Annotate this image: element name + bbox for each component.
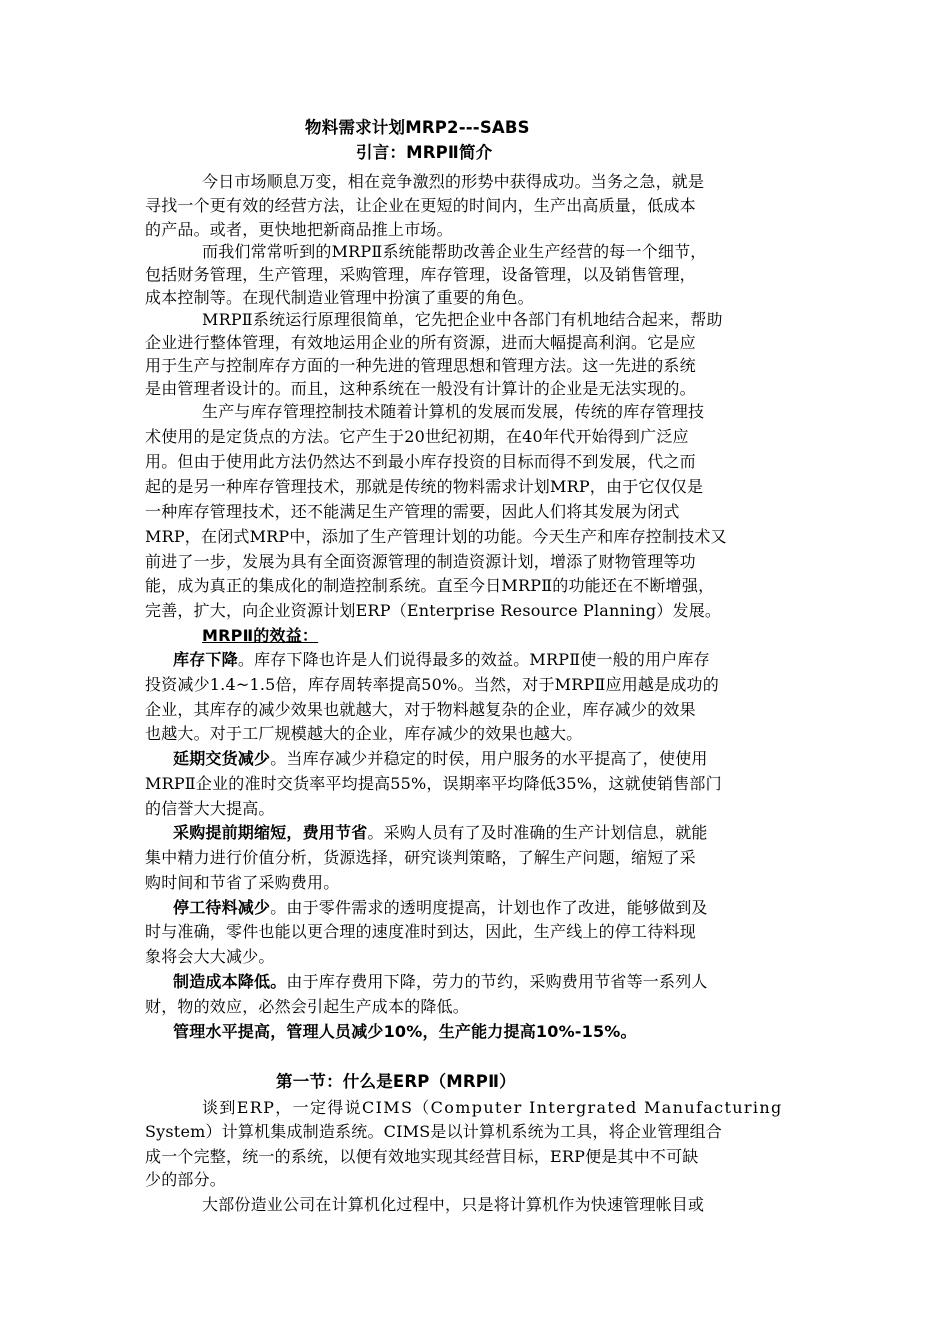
benefit-text: 。当库存减少并稳定的时侯，用户服务的水平提高了，使使用 [270,749,708,768]
paragraph-line: 包括财务管理，生产管理，采购管理，库存管理，设备管理，以及销售管理， [145,265,696,284]
paragraph-line: 能，成为真正的集成化的制造控制系统。直至今日MRPⅡ的功能还在不断增强， [145,576,715,595]
benefit-text: 由于库存费用下降，劳力的节约，采购费用节省等一系列人 [286,972,708,991]
paragraph-line: 大部份造业公司在计算机化过程中，只是将计算机作为快速管理帐目或 [202,1195,705,1214]
benefit-item [173,650,710,670]
paragraph-line: MRP，在闭式MRP中，添加了生产管理计划的功能。今天生产和库存控制技术又 [145,527,727,546]
benefit-text: 。库存下降也许是人们说得最多的效益。MRPⅡ使一般的用户库存 [237,650,710,669]
paragraph-line: 用。但由于使用此方法仍然达不到最小库存投资的目标而得不到发展，代之而 [145,452,696,471]
paragraph-line: 企业进行整体管理，有效地运用企业的所有资源，进而大幅提高利润。它是应 [145,333,696,352]
paragraph-line: 今日市场顺息万变，相在竞争激烈的形势中获得成功。当务之急，就是 [202,172,705,191]
document-title: 物料需求计划MRP2---SABS [305,118,530,137]
paragraph-line: 的产品。或者，更快地把新商品推上市场。 [145,220,453,239]
section-heading: 第一节：什么是ERP（MRPⅡ） [276,1072,516,1091]
benefit-item [173,898,708,918]
paragraph-line: MRPⅡ企业的准时交货率平均提高55%，误期率平均降低35%，这就使销售部门 [145,774,722,793]
benefit-text: 。采购人员有了及时准确的生产计划信息，就能 [367,823,708,842]
paragraph-line: 少的部分。 [145,1170,227,1189]
paragraph-line: 起的是另一种库存管理技术，那就是传统的物料需求计划MRP，由于它仅仅是 [145,477,704,496]
intro-heading: 引言：MRPⅡ简介 [356,143,493,162]
paragraph-line: 集中精力进行价值分析，货源选择，研究谈判策略，了解生产问题，缩短了采 [145,848,696,867]
paragraph-line: 是由管理者设计的。而且，这种系统在一般没有计算计的企业是无法实现的。 [145,379,696,398]
paragraph-line: 投资减少1.4~1.5倍，库存周转率提高50%。当然，对于MRPⅡ应用越是成功的 [145,675,719,694]
paragraph-line: 完善，扩大，向企业资源计划ERP（Enterprise Resource Planning）发展。 [145,601,722,620]
benefit-label: 延期交货减少 [173,749,271,768]
paragraph-line: 术使用的是定货点的方法。它产生于20世纪初期，在40年代开始得到广泛应 [145,427,689,446]
benefit-item [173,823,708,843]
paragraph-line: 前进了一步，发展为具有全面资源管理的制造资源计划，增添了财物管理等功 [145,552,696,571]
benefits-heading: MRPⅡ的效益： [202,626,319,645]
paragraph-line: 成一个完整，统一的系统，以便有效地实现其经营目标，ERP便是其中不可缺 [145,1147,699,1166]
paragraph-line: 企业，其库存的减少效果也就越大，对于物料越复杂的企业，库存减少的效果 [145,700,696,719]
paragraph-line: 谈到ERP，一定得说CIMS（Computer Intergrated Manufacturing [202,1098,783,1117]
benefit-summary: 管理水平提高，管理人员减少10%，生产能力提高10%-15%。 [173,1022,637,1041]
benefit-label: 采购提前期缩短，费用节省 [173,823,368,842]
paragraph-line: 也越大。对于工厂规模越大的企业，库存减少的效果也越大。 [145,724,583,743]
benefit-label: 停工待料减少 [173,898,271,917]
benefit-item [173,972,708,992]
paragraph-line: 寻找一个更有效的经营方法，让企业在更短的时间内，生产出高质量，低成本 [145,196,696,215]
paragraph-line: 时与准确，零件也能以更合理的速度准时到达，因此，生产线上的停工待料现 [145,922,696,941]
paragraph-line: 象将会大大减少。 [145,947,275,966]
paragraph-line: System）计算机集成制造系统。CIMS是以计算机系统为工具，将企业管理组合 [145,1122,722,1141]
paragraph-line: 用于生产与控制库存方面的一种先进的管理思想和管理方法。这一先进的系统 [145,356,696,375]
paragraph-line: MRPⅡ系统运行原理很简单，它先把企业中各部门有机地结合起来，帮助 [202,310,723,329]
paragraph-line: 一种库存管理技术，还不能满足生产管理的需要，因此人们将其发展为闭式 [145,502,680,521]
benefit-text: 。由于零件需求的透明度提高，计划也作了改进，能够做到及 [270,898,708,917]
paragraph-line: 的信誉大大提高。 [145,799,275,818]
benefit-label: 制造成本降低。 [173,972,287,991]
paragraph-line: 生产与库存管理控制技术随着计算机的发展而发展，传统的库存管理技 [202,402,705,421]
benefit-label: 库存下降 [173,650,238,669]
paragraph-line: 而我们常常听到的MRPⅡ系统能帮助改善企业生产经营的每一个细节， [202,242,707,261]
paragraph-line: 财，物的效应，必然会引起生产成本的降低。 [145,997,470,1016]
benefit-item [173,749,708,769]
paragraph-line: 购时间和节省了采购费用。 [145,873,340,892]
paragraph-line: 成本控制等。在现代制造业管理中扮演了重要的角色。 [145,288,534,307]
